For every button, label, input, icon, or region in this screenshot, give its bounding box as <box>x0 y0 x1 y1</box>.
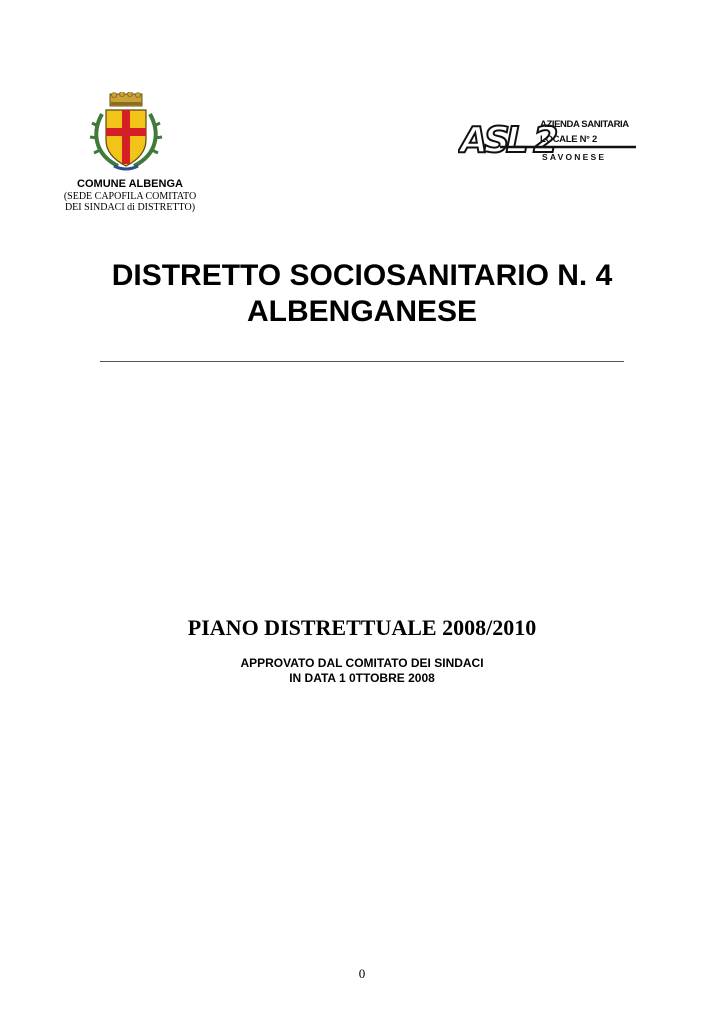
title-line-2: ALBENGANESE <box>246 295 478 328</box>
municipality-role-line-2: DEI SINDACI di DISTRETTO) <box>64 202 196 213</box>
title-divider <box>100 361 624 362</box>
logo-line-3: SAVONESE <box>542 152 607 162</box>
title-line-1: DISTRETTO SOCIOSANITARIO N. 4 <box>111 259 613 292</box>
albenga-coat-of-arms-icon <box>88 92 164 174</box>
asl2-savonese-logo <box>458 114 638 170</box>
logo-line-1: AZIENDA SANITARIA <box>540 119 629 130</box>
municipality-role-line-1: (SEDE CAPOFILA COMITATO <box>63 191 197 202</box>
plan-title: PIANO DISTRETTUALE 2008/2010 <box>187 615 537 640</box>
document-title <box>40 258 684 330</box>
approval-line-1: APPROVATO DAL COMITATO DEI SINDACI <box>240 656 484 670</box>
municipality-heading <box>40 178 220 213</box>
approval-note <box>40 656 684 686</box>
logo-mark: ASL 2 <box>460 120 555 161</box>
logo-line-2: LOCALE N° 2 <box>540 134 597 145</box>
approval-line-2: IN DATA 1 0TTOBRE 2008 <box>289 671 435 685</box>
page-number: 0 <box>358 966 366 981</box>
municipality-name: COMUNE ALBENGA <box>77 178 183 190</box>
